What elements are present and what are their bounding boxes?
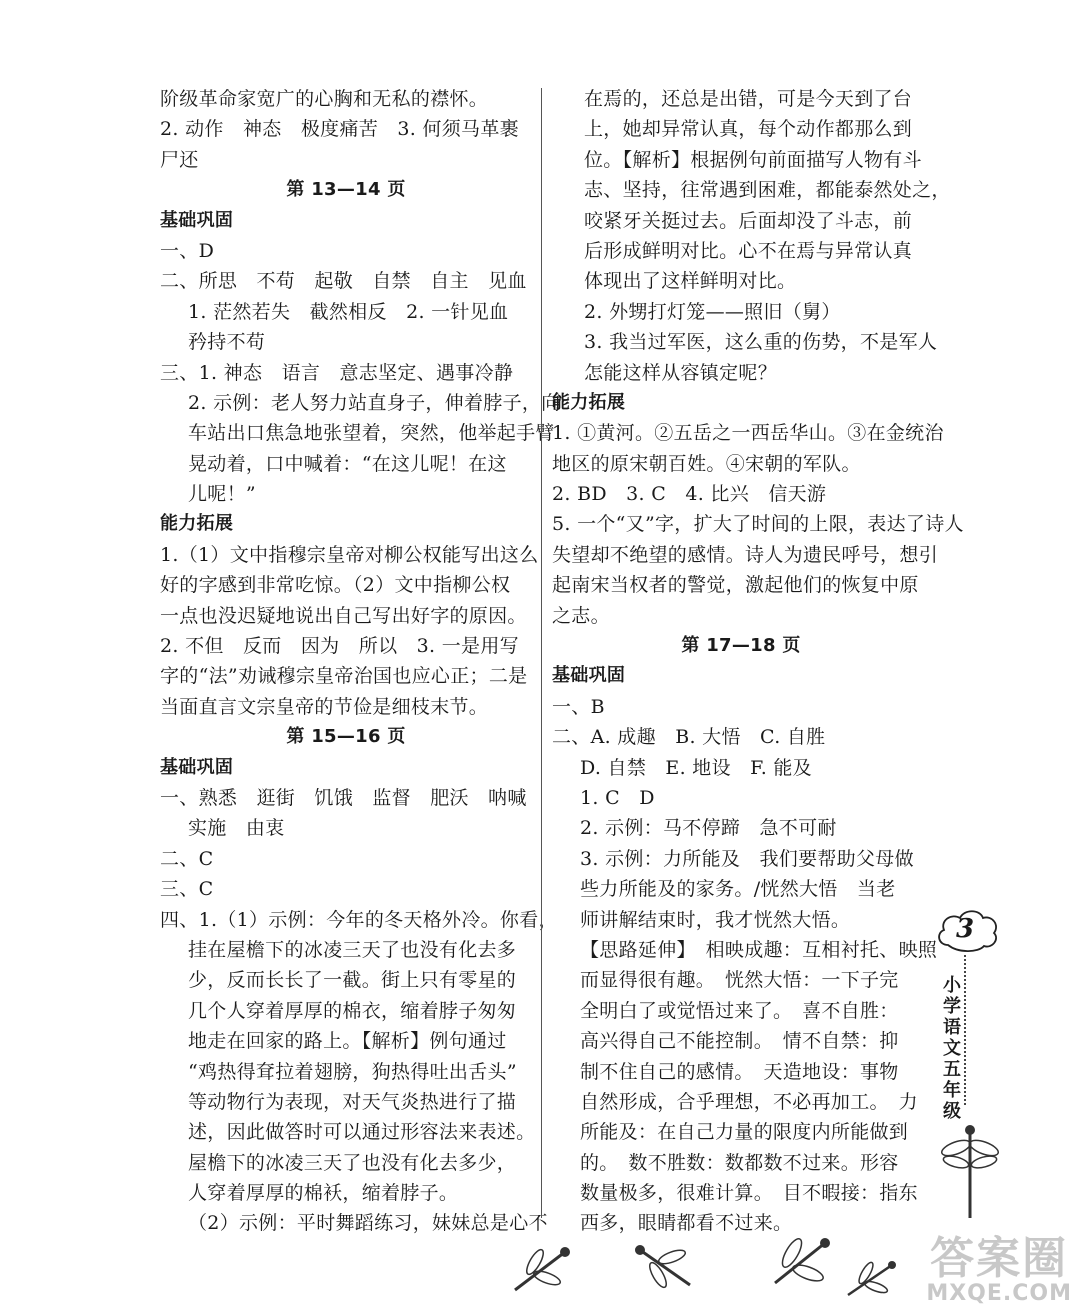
dragonfly-icon [630,1235,700,1295]
left-column [160,84,561,1239]
answer-line: 咬紧牙关挺过去。后面却没了斗志，前 [584,209,913,232]
answer-line: 全明白了或觉悟过来了。 喜不自胜： [580,999,899,1022]
answer-line: 少，反而长长了一截。街上只有零星的 [188,969,517,992]
answer-line: 二、A. 成趣 B. 大悟 C. 自胜 [552,726,826,749]
answer-line: 【思路延伸】 相映成趣：互相衬托、映照 [580,938,938,961]
watermark-title: 答案圈 [930,1233,1069,1284]
page-range-heading: 第 15—16 页 [286,726,406,748]
answer-line: （2）示例：平时舞蹈练习，妹妹总是心不 [188,1212,548,1235]
answer-line: 师讲解结束时，我才恍然大悟。 [580,908,851,931]
answer-line: 3. 我当过军医，这么重的伤势，不是军人 [584,331,938,354]
answer-line: 起南宋当权者的警觉，激起他们的恢复中原 [552,574,919,597]
answer-line: 车站出口焦急地张望着，突然，他举起手臂 [188,422,555,445]
answer-line: “鸡热得耷拉着翅膀，狗热得吐出舌头” [188,1060,517,1083]
answer-line: 数量极多，很难计算。 目不暇接：指东 [580,1182,918,1205]
answer-line: 一、D [160,239,215,262]
answer-line: 2. 示例：马不停蹄 急不可耐 [580,817,837,840]
sidebar-label: 小学语文五年级 [943,975,961,1122]
section-heading: 能力拓展 [552,391,626,413]
answer-line: 失望却不绝望的感情。诗人为遗民呼号，想引 [552,543,939,566]
answer-line: 地区的原宋朝百姓。④宋朝的军队。 [552,452,861,475]
answer-line: 矜持不苟 [188,331,266,354]
answer-line: 1. ①黄河。②五岳之一西岳华山。③在金统治 [552,422,944,445]
answer-line: 三、C [160,878,214,901]
answer-line: 2. 示例：老人努力站直身子，伸着脖子，向 [188,391,561,414]
answer-line: 制不住自己的感情。 天造地设：事物 [580,1060,899,1083]
answer-line: D. 自禁 E. 地设 F. 能及 [580,756,812,779]
answer-line: 体现出了这样鲜明对比。 [584,270,797,293]
watermark-url: MXQE.COM [926,1281,1072,1306]
page-range-heading: 第 17—18 页 [681,635,801,657]
answer-line: 人穿着厚厚的棉袄，缩着脖子。 [188,1182,459,1205]
answer-line: 屋檐下的冰凌三天了也没有化去多少， [188,1151,517,1174]
answer-line: 几个人穿着厚厚的棉衣，缩着脖子匆匆 [188,999,517,1022]
answer-line: 些力所能及的家务。/恍然大悟 当老 [580,878,896,901]
answer-line: 自然形成，合乎理想，不必再加工。 力 [580,1090,918,1113]
answer-line: 阶级革命家宽广的心胸和无私的襟怀。 [160,88,489,110]
answer-line: 实施 由衷 [188,817,285,840]
answer-line: 二、所思 不苟 起敬 自禁 自主 见血 [160,270,527,293]
answer-line: 在焉的，还总是出错，可是今天到了台 [584,88,913,110]
answer-line: 所能及：在自己力量的限度内所能做到 [580,1121,909,1144]
dragonfly-icon [505,1240,575,1300]
answer-line: 上，她却异常认真，每个动作都那么到 [584,118,913,141]
section-heading: 基础巩固 [160,756,234,778]
answer-line: 2. BD 3. C 4. 比兴 信天游 [552,483,827,506]
section-heading: 基础巩固 [552,665,626,687]
answer-line: 怎能这样从容镇定呢？ [584,361,778,384]
answer-line: 1.（1）文中指穆宗皇帝对柳公权能写出这么 [160,543,539,566]
answer-line: 2. 外甥打灯笼——照旧（舅） [584,300,841,323]
answer-line: 述，因此做答时可以通过形容法来表述。 [188,1121,536,1144]
answer-line: 高兴得自己不能控制。 情不自禁：抑 [580,1030,899,1053]
answer-line: 2. 动作 神态 极度痛苦 3. 何须马革裹 [160,118,519,141]
answer-line: 好的字感到非常吃惊。（2）文中指柳公权 [160,574,511,597]
answer-line: 二、C [160,847,214,870]
answer-line: 等动物行为表现，对天气炎热进行了描 [188,1090,517,1113]
answer-line: 之志。 [552,604,610,627]
answer-line: 尸还 [160,148,199,171]
dragonfly-icon [760,1228,840,1298]
page-number: 3 [955,914,975,944]
page-range-heading: 第 13—14 页 [286,179,406,201]
answer-line: 西多，眼睛都看不过来。 [580,1212,793,1235]
column-divider [541,88,542,1218]
answer-line: 3. 示例：力所能及 我们要帮助父母做 [580,847,914,870]
answer-line: 1. C D [580,786,655,809]
answer-line: 而显得很有趣。 恍然大悟：一下子完 [580,969,899,992]
answer-line: 后形成鲜明对比。心不在焉与异常认真 [584,239,913,262]
answer-line: 三、1. 神态 语言 意志坚定、遇事冷静 [160,361,514,384]
page-number-badge [934,905,1000,957]
dragonfly-icon [940,1118,1000,1228]
answer-line: 一、熟悉 逛街 饥饿 监督 肥沃 呐喊 [160,786,527,809]
answer-line: 一、B [552,695,605,718]
dragonfly-icon [840,1255,900,1305]
answer-line: 挂在屋檐下的冰凌三天了也没有化去多 [188,938,517,961]
answer-line: 儿呢！” [188,483,256,506]
answer-line: 位。【解析】根据例句前面描写人物有斗 [584,148,922,171]
answer-line: 5. 一个“又”字，扩大了时间的上限，表达了诗人 [552,513,964,536]
answer-line: 的。 数不胜数：数都数不过来。形容 [580,1151,899,1174]
answer-line: 当面直言文宗皇帝的节俭是细枝末节。 [160,695,489,718]
section-heading: 基础巩固 [160,209,234,231]
answer-line: 地走在回家的路上。【解析】例句通过 [188,1030,507,1053]
watermark [926,1235,1072,1305]
answer-line: 1. 茫然若失 截然相反 2. 一针见血 [188,300,509,323]
answer-line: 志、坚持，往常遇到困难，都能泰然处之， [584,179,951,202]
answer-line: 字的“法”劝诫穆宗皇帝治国也应心正；二是 [160,665,528,688]
answer-line: 一点也没迟疑地说出自己写出好字的原因。 [160,604,527,627]
section-heading: 能力拓展 [160,513,234,535]
answer-line: 2. 不但 反而 因为 所以 3. 一是用写 [160,635,519,658]
answer-line: 晃动着，口中喊着：“在这儿呢！在这 [188,452,507,475]
answer-line: 四、1.（1）示例：今年的冬天格外冷。你看， [160,908,558,931]
